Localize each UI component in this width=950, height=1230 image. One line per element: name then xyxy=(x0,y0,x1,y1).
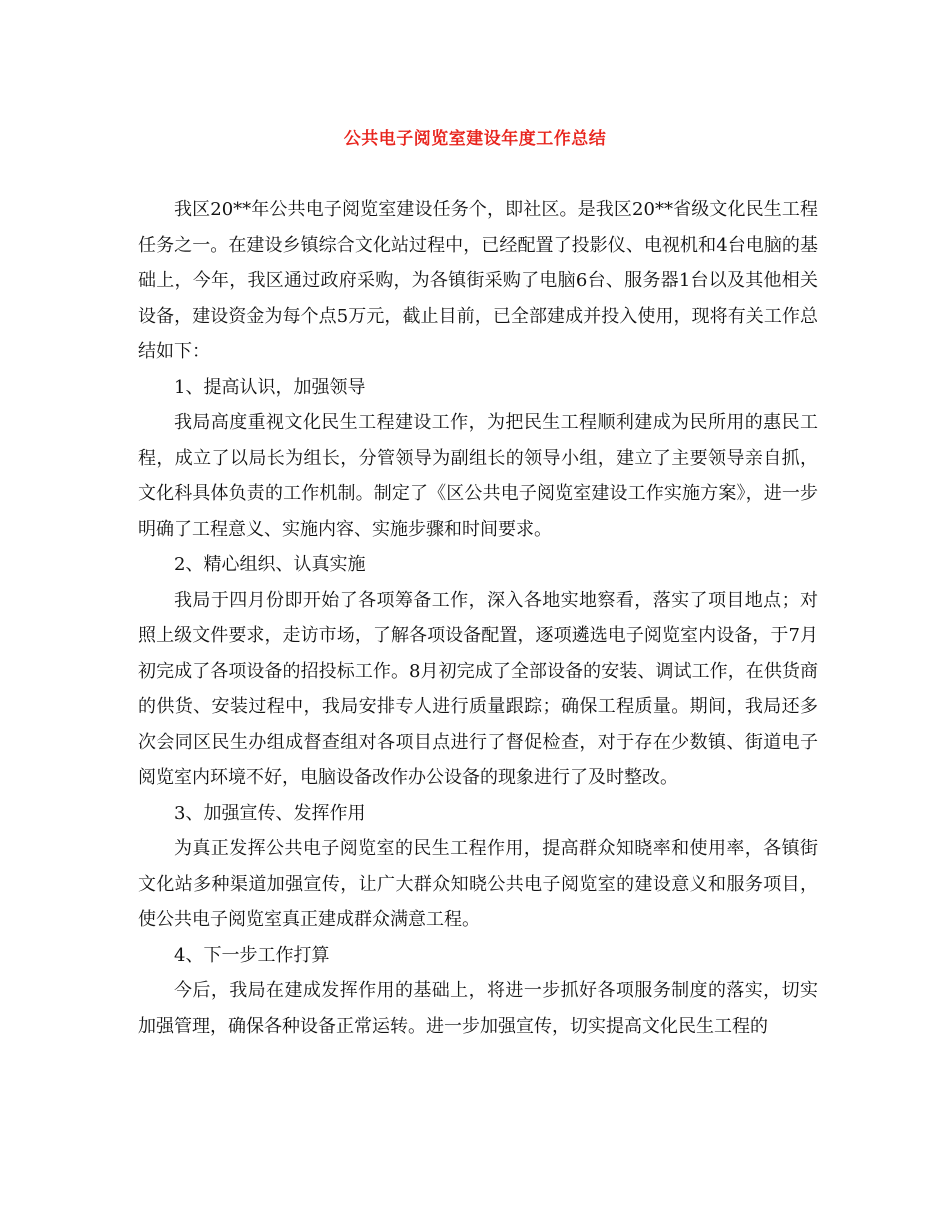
document-title: 公共电子阅览室建设年度工作总结 xyxy=(343,129,607,149)
section-1-paragraph: 我局高度重视文化民生工程建设工作，为把民生工程顺利建成为民所用的惠民工程，成立了以局长为组长，分管领导为副组长的领导小组，建立了主要领导亲自抓，文化科具体负责的工作机制。制定了《区公共电子阅览室建设工作实施方案》，进一步明确了工程意义、实施内容、实施步骤和时间要求。 xyxy=(138,412,818,540)
section-heading-3: 3、加强宣传、发挥作用 xyxy=(174,802,366,824)
section-4-paragraph: 今后，我局在建成发挥作用的基础上，将进一步抓好各项服务制度的落实，切实加强管理，确保各种设备正常运转。进一步加强宣传，切实提高文化民生工程的 xyxy=(138,980,818,1037)
intro-paragraph: 我区20**年公共电子阅览室建设任务个，即社区。是我区20**省级文化民生工程任务之一。在建设乡镇综合文化站过程中，已经配置了投影仪、电视机和4台电脑的基础上，今年，我区通过政府采购，为各镇街采购了电脑6台、服务器1台以及其他相关设备，建设资金为每个点5万元，截止目前，已全部建成并投入使用，现将有关工作总结如下： xyxy=(138,199,818,362)
section-3-paragraph: 为真正发挥公共电子阅览室的民生工程作用，提高群众知晓率和使用率，各镇街文化站多种渠道加强宣传，让广大群众知晓公共电子阅览室的建设意义和服务项目，使公共电子阅览室真正建成群众满意工程。 xyxy=(138,838,818,930)
section-heading-1: 1、提高认识，加强领导 xyxy=(174,376,366,398)
document-body xyxy=(138,192,818,1044)
section-heading-2: 2、精心组织、认真实施 xyxy=(174,554,366,575)
section-heading-4: 4、下一步工作打算 xyxy=(174,944,330,966)
section-2-paragraph: 我局于四月份即开始了各项筹备工作，深入各地实地察看，落实了项目地点；对照上级文件要求，走访市场，了解各项设备配置，逐项遴选电子阅览室内设备，于7月初完成了各项设备的招投标工作。8月初完成了全部设备的安装、调试工作，在供货商的供货、安装过程中，我局安排专人进行质量跟踪；确保工程质量。期间，我局还多次会同区民生办组成督查组对各项目点进行了督促检查，对于存在少数镇、街道电子阅览室内环境不好，电脑设备改作办公设备的现象进行了及时整改。 xyxy=(138,589,818,788)
